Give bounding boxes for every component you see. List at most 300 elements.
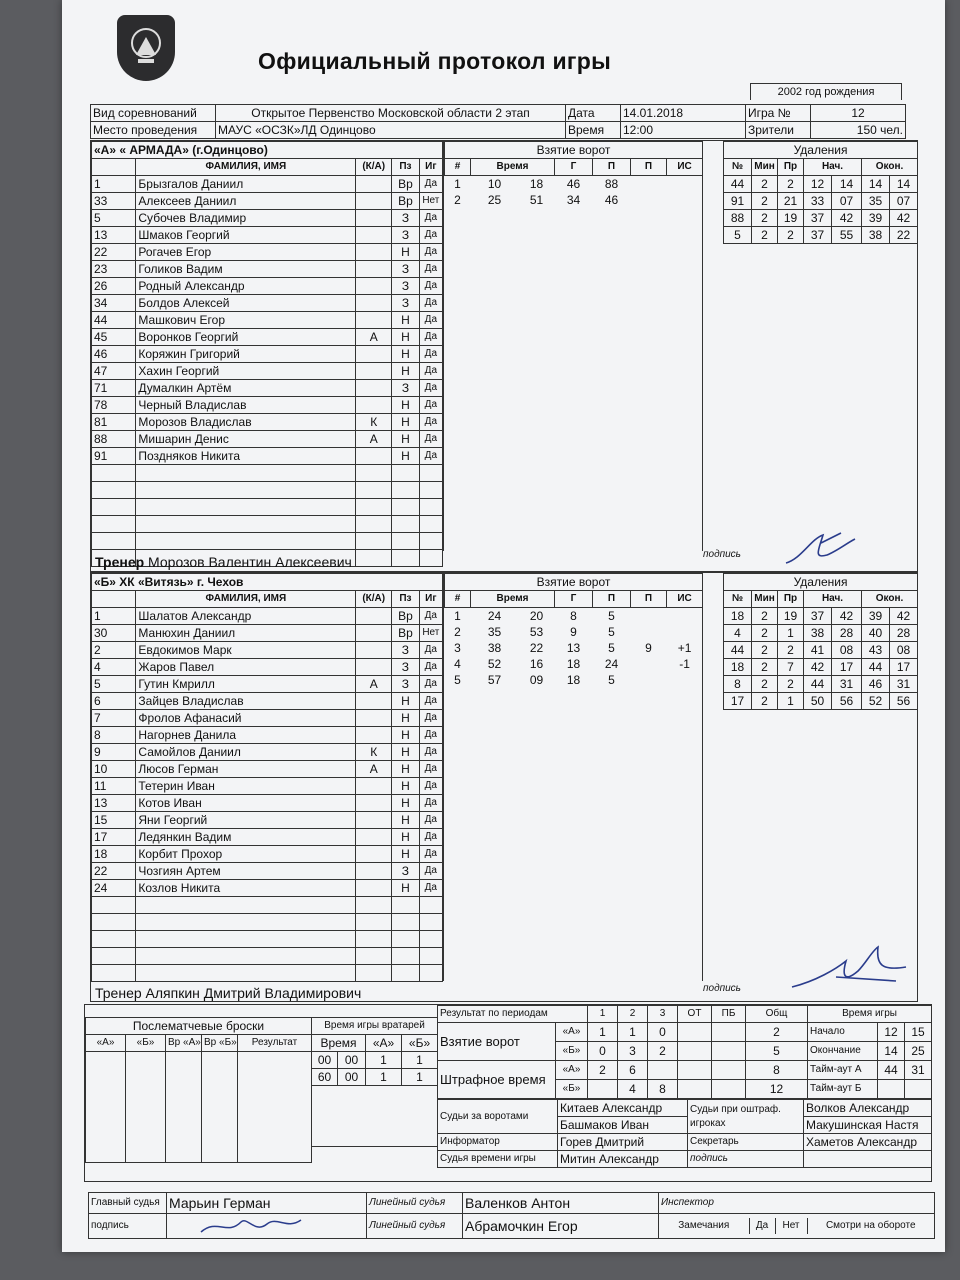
player-plays: Да (419, 295, 442, 312)
goal-p2-col: П (631, 159, 667, 176)
goal-cell: -1 (679, 657, 690, 671)
penalty-row (724, 608, 918, 625)
time-value: 12:00 (621, 122, 746, 139)
venue-label: Место проведения (91, 122, 216, 139)
player-role (356, 608, 392, 625)
ig-col-header: Иг (419, 591, 442, 608)
penalty-cell: 22 (890, 227, 918, 244)
penalty-cell: 18 (724, 608, 752, 625)
player-position: З (392, 261, 419, 278)
goals-cell: 3 (618, 1042, 648, 1061)
goal-row (445, 672, 703, 688)
player-number: 71 (92, 380, 136, 397)
player-position: Вр (392, 193, 419, 210)
player-name: Евдокимов Марк (136, 642, 356, 659)
player-number: 34 (92, 295, 136, 312)
player-name: Морозов Владислав (136, 414, 356, 431)
penalty-row (724, 625, 918, 642)
pos-col-header: Пз (392, 591, 419, 608)
penalty-cell: 42 (890, 608, 918, 625)
player-row (92, 761, 443, 778)
player-position: Н (392, 846, 419, 863)
penalty-cell: 7 (778, 659, 804, 676)
penalty-cell: 18 (724, 659, 752, 676)
player-name: Воронков Георгий (136, 329, 356, 346)
player-role (356, 829, 392, 846)
player-number: 8 (92, 727, 136, 744)
player-role: К (356, 414, 392, 431)
goal-cell (631, 624, 667, 640)
spectators-label: Зрители (746, 122, 811, 139)
player-plays: Да (419, 761, 442, 778)
player-position: Н (392, 761, 419, 778)
penalty-cell: 42 (832, 210, 862, 227)
inspector-label: Инспектор (659, 1193, 935, 1214)
period-results-table (437, 1005, 808, 1099)
shootout-title: Послематчевые броски (86, 1018, 312, 1035)
goal-cell: 88 (604, 177, 619, 191)
player-row (92, 642, 443, 659)
player-number: 22 (92, 863, 136, 880)
penalty-cell: 88 (724, 210, 752, 227)
player-role (356, 778, 392, 795)
penalty-cell: 44 (724, 176, 752, 193)
player-plays: Да (419, 863, 442, 880)
penalty-cell: 43 (862, 642, 890, 659)
player-plays: Да (419, 176, 442, 193)
player-plays: Да (419, 261, 442, 278)
pen-end-col: Окон. (862, 159, 918, 176)
goal-cell: 51 (529, 193, 544, 207)
penalty-time-cell: 6 (618, 1061, 648, 1080)
team-b-coach (95, 985, 361, 1001)
penalty-cell: 33 (804, 193, 832, 210)
period-2-col: 2 (618, 1006, 648, 1023)
player-plays: Да (419, 642, 442, 659)
penalty-cell: 39 (862, 210, 890, 227)
penalty-row (724, 659, 918, 676)
linesman-2-label: Линейный судья (367, 1214, 463, 1239)
penalty-cell: 08 (890, 642, 918, 659)
goal-cell: 25 (487, 193, 502, 207)
end-value: 25 (905, 1042, 932, 1061)
team-a-penalties (723, 141, 918, 244)
player-plays: Да (419, 346, 442, 363)
player-role (356, 642, 392, 659)
period-pb-col: ПБ (712, 1006, 746, 1023)
player-row (92, 329, 443, 346)
player-row (92, 608, 443, 625)
player-role: А (356, 431, 392, 448)
page-title: Официальный протокол игры (258, 48, 612, 74)
player-row (92, 346, 443, 363)
player-plays: Да (419, 744, 442, 761)
pen-pr-col: Пр (778, 159, 804, 176)
remarks-yes: Да (749, 1218, 775, 1234)
gk-cell: 00 (338, 1052, 366, 1069)
period-total-col: Общ (746, 1006, 808, 1023)
penalty-cell: 14 (862, 176, 890, 193)
penalty-cell: 07 (832, 193, 862, 210)
player-name: Алексеев Даниил (136, 193, 356, 210)
player-plays: Да (419, 278, 442, 295)
player-name: Чозгиян Артем (136, 863, 356, 880)
player-name: Корбит Прохор (136, 846, 356, 863)
player-name: Зайцев Владислав (136, 693, 356, 710)
coach-b-signature (786, 941, 926, 997)
date-label: Дата (566, 105, 621, 122)
player-name: Котов Иван (136, 795, 356, 812)
penalty-cell: 44 (862, 659, 890, 676)
penalty-cell: 2 (752, 642, 778, 659)
goal-cell (667, 672, 703, 688)
goalkeeper-time-table (311, 1017, 438, 1147)
player-position: З (392, 676, 419, 693)
goal-cell: 24 (487, 609, 502, 623)
secretary-label: Секретарь (688, 1134, 804, 1151)
player-position: Н (392, 829, 419, 846)
penalties-title: Удаления (724, 574, 918, 591)
penalty-time-label: Штрафное время (438, 1061, 556, 1099)
penalty-row (724, 227, 918, 244)
pos-col-header: Пз (392, 159, 419, 176)
player-role (356, 227, 392, 244)
player-position: З (392, 278, 419, 295)
player-row (92, 829, 443, 846)
penalty-cell: 14 (890, 176, 918, 193)
goals-cell (678, 1042, 712, 1061)
player-name: Хахин Георгий (136, 363, 356, 380)
player-name: Машкович Егор (136, 312, 356, 329)
pen-min-col: Мин (752, 159, 778, 176)
player-name: Коряжин Григорий (136, 346, 356, 363)
gk-cell: 1 (402, 1069, 438, 1086)
goal-row (445, 192, 703, 208)
period-3-col: 3 (648, 1006, 678, 1023)
team-b-goals-panel (443, 573, 703, 981)
toA-label: Тайм-аут А (808, 1061, 878, 1080)
goals-cell: 2 (746, 1023, 808, 1042)
player-number: 44 (92, 312, 136, 329)
goals-label: Взятие ворот (438, 1023, 556, 1061)
team-a-goals (444, 141, 703, 208)
goal-cell: 2 (454, 625, 461, 639)
penalty-cell: 46 (862, 676, 890, 693)
player-name: Ледянкин Вадим (136, 829, 356, 846)
team-a-sign-label: подпись (703, 549, 741, 560)
player-position: З (392, 659, 419, 676)
start-value: 15 (905, 1023, 932, 1042)
gk-a-col: «А» (366, 1035, 402, 1052)
goal-cell: 34 (566, 193, 581, 207)
goals-team-label: «Б» (556, 1042, 588, 1061)
chief-name: Марьин Герман (167, 1193, 367, 1214)
player-row (92, 744, 443, 761)
informer-name: Горев Дмитрий (558, 1134, 688, 1151)
player-number: 47 (92, 363, 136, 380)
player-role (356, 261, 392, 278)
toB-label: Тайм-аут Б (808, 1080, 878, 1099)
gk-cell: 00 (338, 1069, 366, 1086)
goal-cell: 10 (487, 177, 502, 191)
goal-cell: 09 (529, 673, 544, 687)
player-number: 4 (92, 659, 136, 676)
penalty-cell: 38 (862, 227, 890, 244)
so-vra-col: Вр «А» (166, 1035, 202, 1052)
so-result-col: Результат (238, 1035, 312, 1052)
penalty-time-cell: 8 (648, 1080, 678, 1099)
player-name: Думалкин Артём (136, 380, 356, 397)
end-label: Окончание (808, 1042, 878, 1061)
player-number: 17 (92, 829, 136, 846)
player-plays: Да (419, 778, 442, 795)
penalty-cell: 14 (832, 176, 862, 193)
penalty-time-cell: 8 (746, 1061, 808, 1080)
goal-row (445, 640, 703, 656)
penalty-row (724, 676, 918, 693)
penalty-cell: 19 (778, 210, 804, 227)
goal-cell: 5 (454, 673, 461, 687)
period-1-col: 1 (588, 1006, 618, 1023)
player-position: Н (392, 812, 419, 829)
player-role: К (356, 744, 392, 761)
player-row (92, 778, 443, 795)
goal-g-col: Г (555, 591, 593, 608)
player-row (92, 295, 443, 312)
coach-name: Аляпкин Дмитрий Владимирович (145, 985, 362, 1001)
player-role (356, 846, 392, 863)
goal-g-col: Г (555, 159, 593, 176)
goal-cell: 24 (604, 657, 619, 671)
linesman-1-name: Валенков Антон (463, 1193, 659, 1214)
penalty-row (724, 693, 918, 710)
goal-cell: 38 (487, 641, 502, 655)
player-number: 1 (92, 608, 136, 625)
player-role (356, 244, 392, 261)
player-position: Н (392, 414, 419, 431)
hockey-club-shield-icon (117, 15, 175, 81)
team-b-sign-label: подпись (703, 983, 741, 994)
goal-cell: 46 (566, 177, 581, 191)
penalty-time-cell (678, 1080, 712, 1099)
penalty-cell: 56 (890, 693, 918, 710)
goal-is-col: ИС (667, 591, 703, 608)
player-plays: Да (419, 244, 442, 261)
birth-year-box: 2002 год рождения (750, 83, 902, 100)
ka-col-header: (К/А) (356, 159, 392, 176)
penalty-cell: 37 (804, 227, 832, 244)
start-value: 12 (878, 1023, 905, 1042)
player-name: Тетерин Иван (136, 778, 356, 795)
remarks-no: Нет (775, 1218, 807, 1234)
penalty-time-cell: 2 (588, 1061, 618, 1080)
penalty-cell: 08 (832, 642, 862, 659)
game-value: 12 (811, 105, 906, 122)
penalty-cell: 44 (804, 676, 832, 693)
linesman-1-label: Линейный судья (367, 1193, 463, 1214)
player-row (92, 625, 443, 642)
protocol-sheet (62, 0, 945, 1252)
pen-end-col: Окон. (862, 591, 918, 608)
period-ot-col: ОТ (678, 1006, 712, 1023)
penalty-cell: 2 (778, 176, 804, 193)
goals-cell (712, 1042, 746, 1061)
player-position: Н (392, 744, 419, 761)
goal-cell: 18 (529, 177, 544, 191)
player-role (356, 346, 392, 363)
player-number: 81 (92, 414, 136, 431)
team-b-penalties (723, 573, 918, 710)
player-position: Н (392, 329, 419, 346)
goal-cell: 53 (529, 625, 544, 639)
pen-judges-label: Судьи при оштраф. игроках (688, 1100, 804, 1134)
player-row (92, 846, 443, 863)
penalty-cell: 17 (832, 659, 862, 676)
penalty-cell: 21 (778, 193, 804, 210)
player-position: Н (392, 448, 419, 465)
penalty-cell: 37 (804, 210, 832, 227)
player-role (356, 380, 392, 397)
penalty-cell: 2 (778, 676, 804, 693)
player-name: Самойлов Даниил (136, 744, 356, 761)
penalty-cell: 5 (724, 227, 752, 244)
player-position: Н (392, 693, 419, 710)
player-name: Гутин Кмрилл (136, 676, 356, 693)
penalty-cell: 55 (832, 227, 862, 244)
player-name: Болдов Алексей (136, 295, 356, 312)
period-title: Результат по периодам (438, 1006, 588, 1023)
penalty-row (724, 176, 918, 193)
player-role (356, 727, 392, 744)
pen-pr-col: Пр (778, 591, 804, 608)
goal-cell: 35 (487, 625, 502, 639)
player-name: Голиков Вадим (136, 261, 356, 278)
player-plays: Да (419, 414, 442, 431)
penalty-cell: 4 (724, 625, 752, 642)
penalty-cell: 35 (862, 193, 890, 210)
goal-cell (667, 176, 703, 193)
player-name: Люсов Герман (136, 761, 356, 778)
goal-cell: 46 (604, 193, 619, 207)
player-row (92, 863, 443, 880)
goal-cell (667, 192, 703, 208)
goals-cell (712, 1023, 746, 1042)
player-row (92, 431, 443, 448)
penalty-row (724, 642, 918, 659)
player-plays: Нет (419, 625, 442, 642)
so-b-col: «Б» (126, 1035, 166, 1052)
player-plays: Да (419, 846, 442, 863)
player-number: 15 (92, 812, 136, 829)
player-name: Субочев Владимир (136, 210, 356, 227)
secretary-name: Хаметов Александр (804, 1134, 932, 1151)
goal-is-col: ИС (667, 159, 703, 176)
penalty-time-team-label: «А» (556, 1061, 588, 1080)
player-number: 2 (92, 642, 136, 659)
player-position: Вр (392, 625, 419, 642)
goal-cell: 9 (570, 625, 577, 639)
penalty-time-cell (678, 1061, 712, 1080)
goal-num-col: # (445, 159, 471, 176)
competition-value: Открытое Первенство Московской области 2 этап (216, 105, 566, 122)
goal-time-col: Время (471, 591, 555, 608)
player-row (92, 414, 443, 431)
player-number: 7 (92, 710, 136, 727)
player-name: Поздняков Никита (136, 448, 356, 465)
toA-value: 31 (905, 1061, 932, 1080)
player-number: 30 (92, 625, 136, 642)
player-role (356, 312, 392, 329)
referees-table (88, 1192, 935, 1239)
goal-p-col: П (593, 591, 631, 608)
penalty-cell: 42 (804, 659, 832, 676)
player-position: Н (392, 346, 419, 363)
team-b-roster (91, 573, 443, 982)
player-position: З (392, 227, 419, 244)
player-position: Н (392, 312, 419, 329)
penalty-time-cell (712, 1080, 746, 1099)
player-number: 91 (92, 448, 136, 465)
start-label: Начало (808, 1023, 878, 1042)
penalty-cell: 8 (724, 676, 752, 693)
player-plays: Да (419, 812, 442, 829)
goal-p-col: П (593, 159, 631, 176)
penalty-cell: 2 (752, 659, 778, 676)
goal-cell: 5 (608, 641, 615, 655)
remarks-label: Замечания (659, 1218, 749, 1234)
player-plays: Да (419, 363, 442, 380)
player-role (356, 176, 392, 193)
goal-cell (631, 192, 667, 208)
player-plays: Да (419, 397, 442, 414)
goal-row (445, 608, 703, 625)
chief-signature (197, 1214, 307, 1239)
shootout-table (85, 1017, 312, 1163)
player-row (92, 880, 443, 897)
player-number: 23 (92, 261, 136, 278)
player-role (356, 812, 392, 829)
player-role (356, 693, 392, 710)
penalty-cell: 2 (752, 210, 778, 227)
game-time-table (807, 1005, 932, 1099)
goal-row (445, 624, 703, 640)
player-plays: Да (419, 312, 442, 329)
player-row (92, 659, 443, 676)
goal-cell: 13 (566, 641, 581, 655)
player-role (356, 363, 392, 380)
player-number: 11 (92, 778, 136, 795)
ig-col-header: Иг (419, 159, 442, 176)
player-position: Н (392, 244, 419, 261)
player-name: Жаров Павел (136, 659, 356, 676)
goal-cell: 20 (529, 609, 544, 623)
goal-cell: 16 (529, 657, 544, 671)
team-title: «Б» ХК «Витязь» г. Чехов (92, 574, 443, 591)
player-name: Шмаков Георгий (136, 227, 356, 244)
penalty-cell: 44 (724, 642, 752, 659)
player-role (356, 659, 392, 676)
goal-cell: 52 (487, 657, 502, 671)
gk-row (312, 1069, 438, 1086)
player-role (356, 295, 392, 312)
player-number: 26 (92, 278, 136, 295)
player-plays: Да (419, 380, 442, 397)
penalty-cell: 2 (752, 676, 778, 693)
penalty-cell: 42 (832, 608, 862, 625)
player-name: Рогачев Егор (136, 244, 356, 261)
penalty-cell: 91 (724, 193, 752, 210)
goal-cell: 18 (566, 673, 581, 687)
